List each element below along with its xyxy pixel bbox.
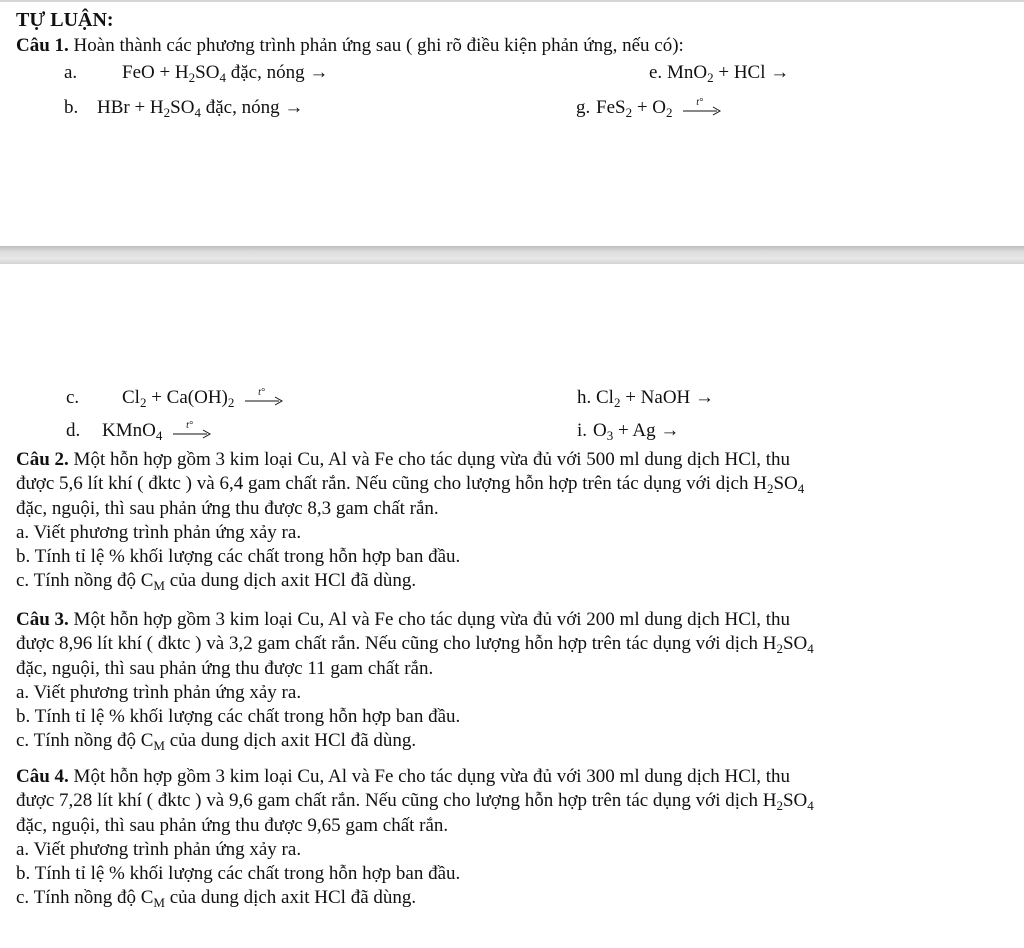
question-3	[16, 608, 1006, 754]
question-1-label: Câu 1.	[16, 35, 69, 56]
question-2-line-2: được 5,6 lít khí ( đktc ) và 6,4 gam chất rắn. Nếu cũng cho lượng hỗn hợp trên tác dụng với dịch $H_2SO_4$	[16, 473, 805, 496]
question-2-part-b: b. Tính tỉ lệ % khối lượng các chất trong hỗn hợp ban đầu.	[16, 546, 461, 567]
equation-d: KMnO$_4$ t°	[102, 420, 211, 443]
question-4-part-a: a. Viết phương trình phản ứng xảy ra.	[16, 839, 302, 860]
item-c-letter: c.	[66, 387, 80, 408]
equation-g: $FeS_2 + O_2$ t°	[596, 97, 721, 120]
question-2	[16, 448, 1006, 594]
heat-arrow-icon: t°	[173, 425, 211, 439]
item-g-letter: g.	[576, 97, 591, 118]
question-2-line-1: Câu 2. Một hỗn hợp gồm 3 kim loại Cu, Al và Fe cho tác dụng vừa đủ với 500 ml dung dịch HCl, thu	[16, 449, 791, 470]
equation-h: $Cl_2$ + NaOH →	[596, 387, 715, 410]
question-4-part-c: c. Tính nồng độ $C_M$ của dung dịch axit HCl đã dùng.	[16, 887, 417, 910]
page-top	[0, 2, 1024, 246]
item-d-letter: d.	[66, 420, 81, 441]
equation-i: $O_3 + Ag$ →	[593, 420, 680, 443]
item-h-letter: h.	[577, 387, 592, 408]
section-heading: TỰ LUẬN:	[16, 9, 114, 31]
question-4-line-3: đặc, nguội, thì sau phản ứng thu được 9,65 gam chất rắn.	[16, 815, 449, 836]
question-3-part-a: a. Viết phương trình phản ứng xảy ra.	[16, 682, 302, 703]
item-e-letter: e.	[649, 62, 663, 83]
question-4-line-2: được 7,28 lít khí ( đktc ) và 9,6 gam chất rắn. Nếu cũng cho lượng hỗn hợp trên tác dụng với dịch $H_2SO_4$	[16, 790, 814, 813]
equation-c: $Cl_2 + Ca(OH)_2$ t°	[122, 387, 283, 410]
question-4-line-1: Câu 4. Một hỗn hợp gồm 3 kim loại Cu, Al và Fe cho tác dụng vừa đủ với 300 ml dung dịch HCl, thu	[16, 766, 791, 787]
question-3-line-2: được 8,96 lít khí ( đktc ) và 3,2 gam chất rắn. Nếu cũng cho lượng hỗn hợp trên tác dụng với dịch $H_2SO_4$	[16, 633, 814, 656]
item-a-letter: a.	[64, 62, 78, 83]
question-3-line-1: Câu 3. Một hỗn hợp gồm 3 kim loại Cu, Al và Fe cho tác dụng vừa đủ với 200 ml dung dịch HCl, thu	[16, 609, 791, 630]
question-2-part-a: a. Viết phương trình phản ứng xảy ra.	[16, 522, 302, 543]
page-break	[0, 246, 1024, 264]
equation-b: HBr + $H_2SO_4$ đặc, nóng →	[97, 97, 304, 120]
heat-arrow-icon: t°	[683, 102, 721, 116]
question-4-part-b: b. Tính tỉ lệ % khối lượng các chất trong hỗn hợp ban đầu.	[16, 863, 461, 884]
question-3-part-c: c. Tính nồng độ $C_M$ của dung dịch axit HCl đã dùng.	[16, 730, 417, 753]
page-bottom	[0, 264, 1024, 948]
question-1-text: Hoàn thành các phương trình phản ứng sau ( ghi rõ điều kiện phản ứng, nếu có):	[73, 35, 684, 56]
item-b-letter: b.	[64, 97, 79, 118]
question-4	[16, 765, 1006, 911]
heat-arrow-icon: t°	[245, 392, 283, 406]
question-2-line-3: đặc, nguội, thì sau phản ứng thu được 8,3 gam chất rắn.	[16, 498, 439, 519]
item-i-letter: i.	[577, 420, 588, 441]
question-3-part-b: b. Tính tỉ lệ % khối lượng các chất trong hỗn hợp ban đầu.	[16, 706, 461, 727]
question-3-line-3: đặc, nguội, thì sau phản ứng thu được 11 gam chất rắn.	[16, 658, 434, 679]
question-2-part-c: c. Tính nồng độ $C_M$ của dung dịch axit HCl đã dùng.	[16, 570, 417, 593]
equation-a: FeO + $H_2SO_4$ đặc, nóng →	[122, 62, 329, 85]
equation-e: MnO$_2$ + HCl →	[667, 62, 790, 85]
question-1-prompt	[16, 35, 684, 57]
